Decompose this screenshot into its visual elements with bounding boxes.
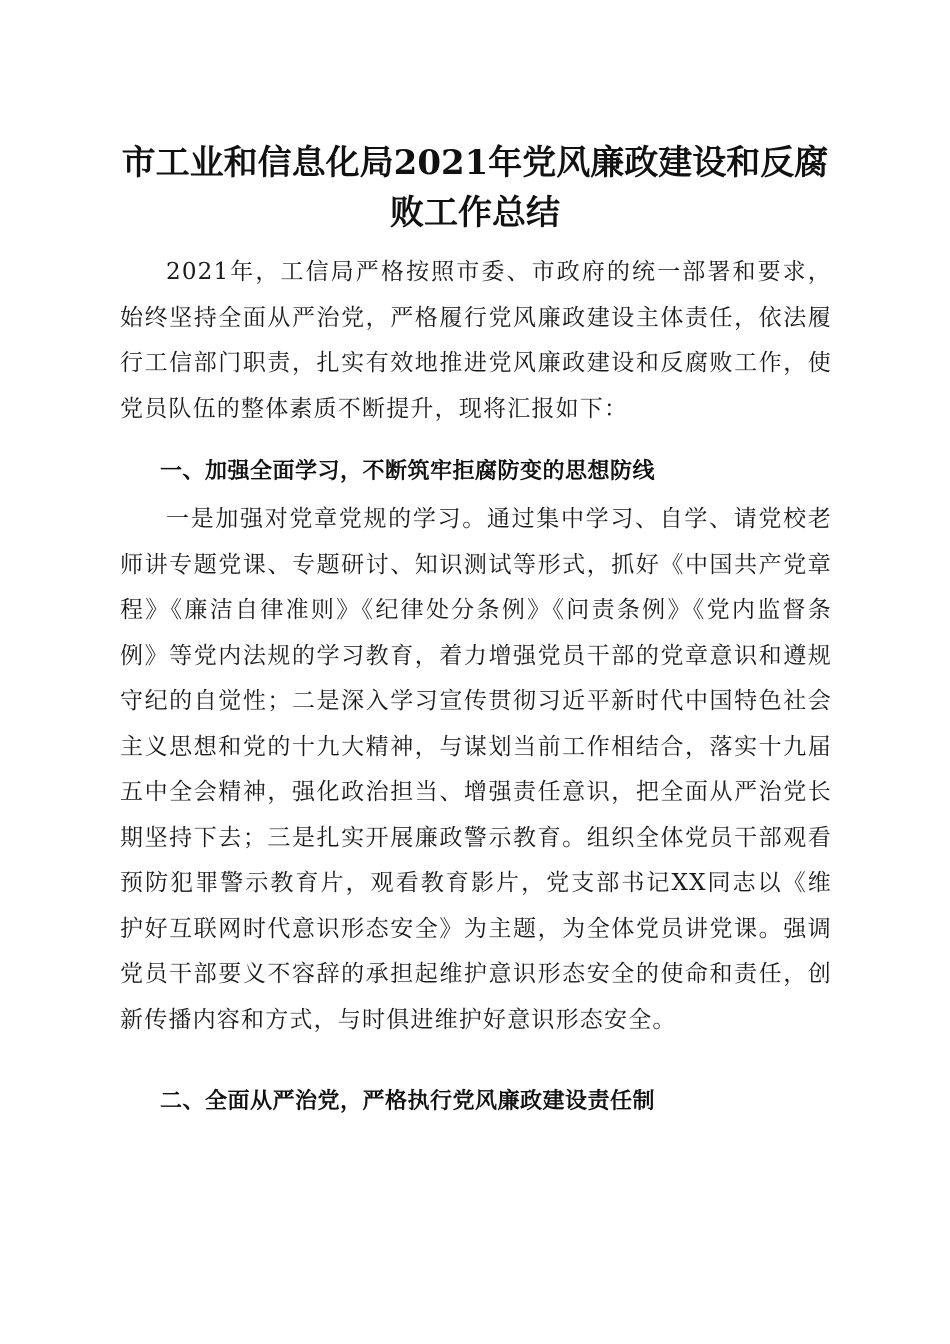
- section-heading-2: 二、全面从严治党，严格执行党风廉政建设责任制: [160, 1089, 656, 1114]
- intro-paragraph: 2021年，工信局严格按照市委、市政府的统一部署和要求，始终坚持全面从严治党，严格履行党风廉政建设主体责任，依法履行工信部门职责，扎实有效地推进党风廉政建设和反腐败工作，使党员队伍的整体素质不断提升，现将汇报如下：: [120, 259, 832, 422]
- document-title: 市工业和信息化局2021年党风廉政建设和反腐败工作总结: [121, 143, 829, 233]
- section-1-paragraph: 一是加强对党章党规的学习。通过集中学习、自学、请党校老师讲专题党课、专题研讨、知识测试等形式，抓好《中国共产党章程》《廉洁自律准则》《纪律处分条例》《问责条例》《党内监督条例》等党内法规的学习教育，着力增强党员干部的党章意识和遵规守纪的自觉性；二是深入学习宣传贯彻习近平新时代中国特色社会主义思想和党的十九大精神，与谋划当前工作相结合，落实十九届五中全会精神，强化政治担当、增强责任意识，把全面从严治党长期坚持下去；三是扎实开展廉政警示教育。组织全体党员干部观看预防犯罪警示教育片，观看教育影片，党支部书记XX同志以《维护好互联网时代意识形态安全》为主题，为全体党员讲党课。强调党员干部要义不容辞的承担起维护意识形态安全的使命和责任，创新传播内容和方式，与时俱进维护好意识形态安全。: [120, 506, 832, 1033]
- section-heading-1: 一、加强全面学习，不断筑牢拒腐防变的思想防线: [160, 459, 656, 484]
